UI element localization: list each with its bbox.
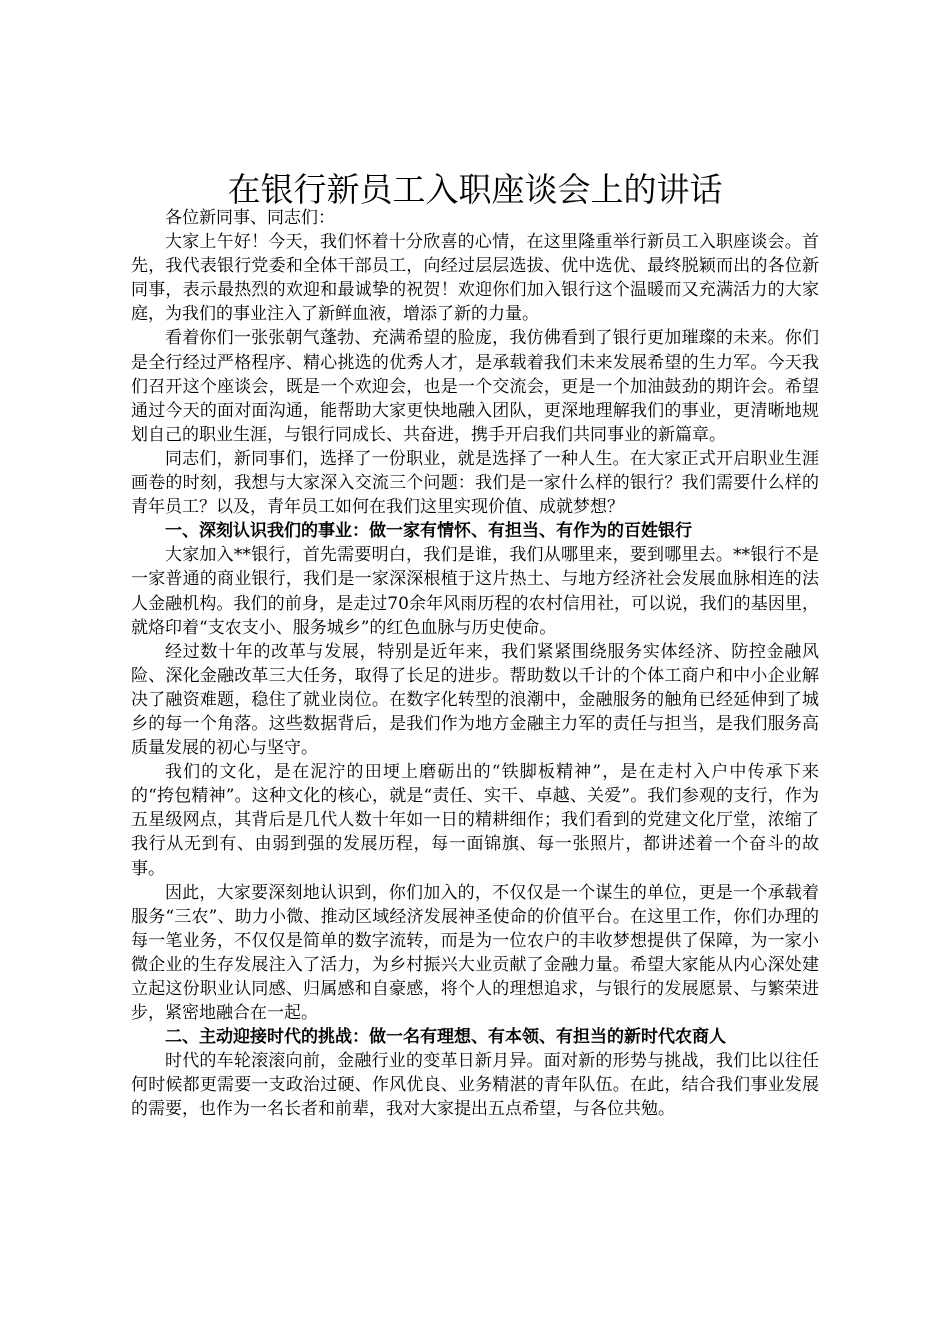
intro-paragraph-2: 看着你们一张张朝气蓬勃、充满希望的脸庞，我仿佛看到了银行更加璀璨的未来。你们是全行经过严格程序、精心挑选的优秀人才，是承载着我们未来发展希望的生力军。今天我们召开这个座谈会，既是一个欢迎会，也是一个交流会，更是一个加油鼓劲的期许会。希望通过今天的面对面沟通，能帮助大家更快地融入团队，更深地理解我们的事业，更清晰地规划自己的职业生涯，与银行同成长、共奋进，携手开启我们共同事业的新篇章。 — [131, 328, 819, 445]
intro-paragraph-1: 大家上午好！今天，我们怀着十分欣喜的心情，在这里隆重举行新员工入职座谈会。首先，我代表银行党委和全体干部员工，向经过层层选拔、优中选优、最终脱颖而出的各位新同事，表示最热烈的欢迎和最诚挚的祝贺！欢迎你们加入银行这个温暖而又充满活力的大家庭，为我们的事业注入了新鲜血液，增添了新的力量。 — [131, 232, 819, 325]
document-body — [131, 206, 819, 1122]
section1-paragraph-3: 我们的文化，是在泥泞的田埂上磨砺出的“铁脚板精神”，是在走村入户中传承下来的“挎包精神”。这种文化的核心，就是“责任、实干、卓越、关爱”。我们参观的支行，作为五星级网点，其背后是几代人数十年如一日的精耕细作；我们看到的党建文化厅堂，浓缩了我行从无到有、由弱到强的发展历程，每一面锦旗、每一张照片，都讲述着一个奋斗的故事。 — [131, 762, 819, 879]
document-title: 在银行新员工入职座谈会上的讲话 — [227, 170, 723, 209]
section1-paragraph-4: 因此，大家要深刻地认识到，你们加入的，不仅仅是一个谋生的单位，更是一个承载着服务“三农”、助力小微、推动区域经济发展神圣使命的价值平台。在这里工作，你们办理的每一笔业务，不仅仅是简单的数字流转，而是为一位农户的丰收梦想提供了保障，为一家小微企业的生存发展注入了活力，为乡村振兴大业贡献了金融力量。希望大家能从内心深处建立起这份职业认同感、归属感和自豪感，将个人的理想追求，与银行的发展愿景、与繁荣进步，紧密地融合在一起。 — [131, 882, 819, 1024]
section1-paragraph-2: 经过数十年的改革与发展，特别是近年来，我们紧紧围绕服务实体经济、防控金融风险、深化金融改革三大任务，取得了长足的进步。帮助数以千计的个体工商户和中小企业解决了融资难题，稳住了就业岗位。在数字化转型的浪潮中，金融服务的触角已经延伸到了城乡的每一个角落。这些数据背后，是我们作为地方金融主力军的责任与担当，是我们服务高质量发展的初心与坚守。 — [131, 641, 819, 759]
salutation: 各位新同事、同志们： — [165, 208, 335, 228]
section-heading-1: 一、深刻认识我们的事业：做一家有情怀、有担当、有作为的百姓银行 — [165, 521, 692, 542]
section1-paragraph-1: 大家加入**银行，首先需要明白，我们是谁，我们从哪里来，要到哪里去。**银行不是一家普通的商业银行，我们是一家深深根植于这片热土、与地方经济社会发展血脉相连的法人金融机构。我们的前身，是走过70余年风雨历程的农村信用社，可以说，我们的基因里，就烙印着“支农支小、服务城乡”的红色血脉与历史使命。 — [131, 545, 819, 638]
section-heading-2: 二、主动迎接时代的挑战：做一名有理想、有本领、有担当的新时代农商人 — [165, 1027, 726, 1048]
intro-paragraph-3: 同志们，新同事们，选择了一份职业，就是选择了一种人生。在大家正式开启职业生涯画卷的时刻，我想与大家深入交流三个问题：我们是一家什么样的银行？我们需要什么样的青年员工？以及，青年员工如何在我们这里实现价值、成就梦想？ — [131, 448, 819, 518]
section2-paragraph-1: 时代的车轮滚滚向前，金融行业的变革日新月异。面对新的形势与挑战，我们比以往任何时候都更需要一支政治过硬、作风优良、业务精湛的青年队伍。在此，结合我们事业发展的需要，也作为一名长者和前辈，我对大家提出五点希望，与各位共勉。 — [131, 1051, 819, 1120]
